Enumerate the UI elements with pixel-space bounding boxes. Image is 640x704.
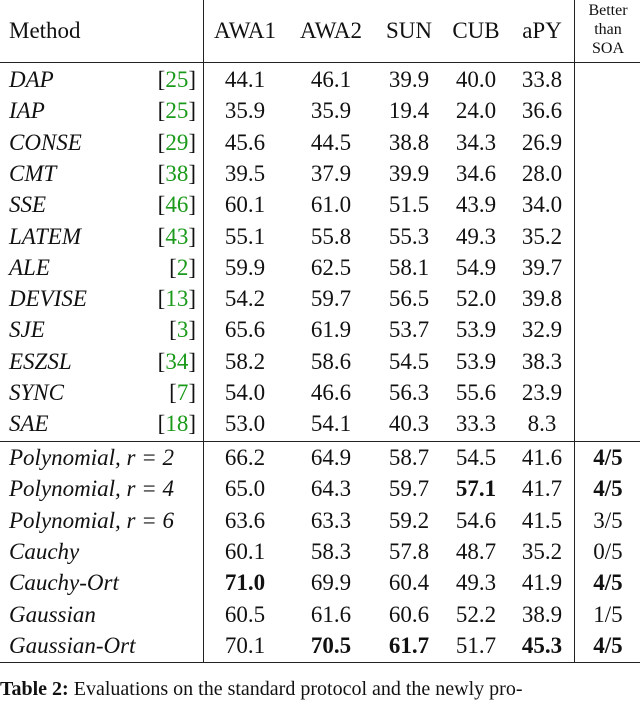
citation-link[interactable]: 13 [165, 286, 189, 311]
score-cell: 19.4 [388, 98, 430, 123]
citation-link[interactable]: 34 [165, 349, 189, 374]
citation-bracket: ] [188, 317, 196, 342]
score-cell: 56.5 [388, 286, 430, 311]
score-cell: 58.7 [388, 445, 430, 470]
better-than-soa-cell: 0/5 [593, 539, 623, 564]
score-cell: 51.7 [455, 633, 497, 658]
score-cell: 53.9 [455, 349, 497, 374]
score-cell: 60.1 [224, 192, 266, 217]
method-name: SAE [9, 411, 49, 436]
score-cell: 23.9 [521, 380, 563, 405]
score-cell: 43.9 [455, 192, 497, 217]
citation-link[interactable]: 3 [176, 317, 189, 342]
method-column-header: Method [9, 18, 81, 43]
citation[interactable] [136, 377, 196, 408]
score-cell: 44.1 [224, 67, 266, 92]
score-cell: 55.8 [310, 224, 352, 249]
method-name: ESZSL [9, 349, 72, 374]
method-name [9, 567, 119, 598]
dataset-header: AWA1 [213, 18, 277, 43]
kernel-name: Cauchy-Ort [9, 570, 119, 595]
score-cell: 46.6 [310, 380, 352, 405]
citation-link[interactable]: 43 [165, 224, 189, 249]
better-header-line: SOA [591, 40, 624, 57]
score-cell: 35.9 [310, 98, 352, 123]
score-cell: 70.5 [310, 633, 352, 658]
score-cell: 40.0 [455, 67, 497, 92]
kernel-name: Polynomial [9, 445, 116, 470]
caption-label: Table 2: [0, 678, 69, 700]
citation-bracket: ] [188, 380, 196, 405]
score-cell: 24.0 [455, 98, 497, 123]
score-cell: 61.7 [388, 633, 430, 658]
score-cell: 39.7 [521, 255, 563, 280]
score-cell: 38.9 [521, 602, 563, 627]
score-cell: 66.2 [224, 445, 266, 470]
citation[interactable] [136, 189, 196, 220]
score-cell: 60.4 [388, 570, 430, 595]
score-cell: 8.3 [527, 411, 557, 436]
score-cell: 60.1 [224, 539, 266, 564]
score-cell: 58.2 [224, 349, 266, 374]
method-name [9, 473, 174, 504]
score-cell: 33.3 [455, 411, 497, 436]
method-name: ALE [9, 255, 50, 280]
score-cell: 65.0 [224, 476, 266, 501]
better-header-line: than [594, 21, 622, 38]
score-cell: 58.6 [310, 349, 352, 374]
better-than-soa-header [576, 1, 640, 58]
score-cell: 48.7 [455, 539, 497, 564]
score-cell: 41.7 [521, 476, 563, 501]
dataset-header: aPY [522, 18, 562, 43]
score-cell: 63.3 [310, 508, 352, 533]
method-name: DEVISE [9, 286, 87, 311]
score-cell: 54.1 [310, 411, 352, 436]
score-cell: 53.9 [455, 317, 497, 342]
method-name: CONSE [9, 130, 82, 155]
citation[interactable] [136, 408, 196, 439]
score-cell: 28.0 [521, 161, 563, 186]
column-divider [203, 0, 204, 662]
score-cell: 41.9 [521, 570, 563, 595]
kernel-parameter: , r = 2 [115, 445, 175, 470]
score-cell: 71.0 [224, 570, 266, 595]
score-cell: 35.9 [224, 98, 266, 123]
better-than-soa-cell: 1/5 [593, 602, 623, 627]
citation-bracket: [ [157, 67, 166, 92]
citation[interactable] [136, 283, 196, 314]
better-than-soa-cell: 4/5 [593, 476, 623, 501]
better-than-soa-cell: 4/5 [593, 445, 623, 470]
citation-bracket: [ [157, 224, 166, 249]
kernel-name: Cauchy [9, 539, 80, 564]
citation-bracket: ] [188, 411, 196, 436]
score-cell: 55.6 [455, 380, 497, 405]
score-cell: 62.5 [310, 255, 352, 280]
score-cell: 54.0 [224, 380, 266, 405]
citation-bracket: ] [188, 286, 196, 311]
score-cell: 41.5 [521, 508, 563, 533]
method-name [9, 505, 174, 536]
score-cell: 61.9 [310, 317, 352, 342]
citation-link[interactable]: 46 [165, 192, 189, 217]
citation[interactable] [136, 64, 196, 95]
method-name [9, 442, 174, 473]
citation-bracket: ] [188, 67, 196, 92]
citation-bracket: [ [157, 161, 166, 186]
score-cell: 36.6 [521, 98, 563, 123]
citation-bracket: ] [188, 161, 196, 186]
score-cell: 37.9 [310, 161, 352, 186]
score-cell: 59.7 [310, 286, 352, 311]
citation-bracket: ] [188, 349, 196, 374]
score-cell: 70.1 [224, 633, 266, 658]
citation-link[interactable]: 25 [165, 98, 189, 123]
score-cell: 57.1 [455, 476, 497, 501]
score-cell: 63.6 [224, 508, 266, 533]
kernel-name: Polynomial [9, 508, 116, 533]
citation-bracket: [ [157, 349, 166, 374]
citation-bracket: [ [169, 317, 177, 342]
kernel-name: Gaussian-Ort [9, 633, 136, 658]
score-cell: 55.1 [224, 224, 266, 249]
citation-bracket: [ [157, 192, 166, 217]
caption-text: Evaluations on the standard protocol and the newly pro- [68, 678, 523, 700]
score-cell: 49.3 [455, 224, 497, 249]
kernel-parameter: , r = 4 [115, 476, 175, 501]
citation[interactable] [136, 158, 196, 189]
score-cell: 58.3 [310, 539, 352, 564]
score-cell: 40.3 [388, 411, 430, 436]
score-cell: 52.2 [455, 602, 497, 627]
score-cell: 38.3 [521, 349, 563, 374]
score-cell: 26.9 [521, 130, 563, 155]
score-cell: 39.8 [521, 286, 563, 311]
score-cell: 51.5 [388, 192, 430, 217]
citation-bracket: ] [188, 130, 196, 155]
method-name: SYNC [9, 380, 64, 405]
method-name [9, 630, 136, 661]
citation-bracket: [ [169, 380, 177, 405]
citation[interactable] [136, 221, 196, 252]
score-cell: 69.9 [310, 570, 352, 595]
score-cell: 35.2 [521, 539, 563, 564]
score-cell: 32.9 [521, 317, 563, 342]
citation[interactable] [136, 252, 196, 283]
score-cell: 57.8 [388, 539, 430, 564]
score-cell: 59.7 [388, 476, 430, 501]
score-cell: 55.3 [388, 224, 430, 249]
citation-bracket: ] [188, 255, 196, 280]
method-name: CMT [9, 161, 57, 186]
score-cell: 64.3 [310, 476, 352, 501]
citation-bracket: [ [157, 286, 166, 311]
score-cell: 64.9 [310, 445, 352, 470]
better-than-soa-cell: 4/5 [593, 633, 623, 658]
score-cell: 45.6 [224, 130, 266, 155]
score-cell: 34.0 [521, 192, 563, 217]
citation-bracket: [ [157, 98, 166, 123]
score-cell: 61.0 [310, 192, 352, 217]
citation-bracket: [ [157, 130, 166, 155]
score-cell: 39.9 [388, 67, 430, 92]
score-cell: 65.6 [224, 317, 266, 342]
citation-link[interactable]: 25 [165, 67, 189, 92]
better-than-soa-cell: 4/5 [593, 570, 623, 595]
table-bottom-rule [0, 662, 640, 663]
kernel-parameter: , r = 6 [115, 508, 175, 533]
citation-link[interactable]: 18 [165, 411, 189, 436]
score-cell: 61.6 [310, 602, 352, 627]
score-cell: 35.2 [521, 224, 563, 249]
dataset-header: SUN [385, 18, 432, 43]
citation[interactable] [136, 95, 196, 126]
kernel-name: Gaussian [9, 602, 96, 627]
header-divider [0, 62, 640, 63]
score-cell: 39.5 [224, 161, 266, 186]
score-cell: 54.2 [224, 286, 266, 311]
kernel-name: Polynomial [9, 476, 116, 501]
score-cell: 58.1 [388, 255, 430, 280]
score-cell: 54.5 [388, 349, 430, 374]
citation-link[interactable]: 7 [176, 380, 189, 405]
score-cell: 59.9 [224, 255, 266, 280]
citation-bracket: ] [188, 98, 196, 123]
score-cell: 59.2 [388, 508, 430, 533]
score-cell: 41.6 [521, 445, 563, 470]
score-cell: 46.1 [310, 67, 352, 92]
citation-link[interactable]: 29 [165, 130, 189, 155]
citation-bracket: [ [157, 411, 166, 436]
citation-bracket: ] [188, 224, 196, 249]
method-name: DAP [9, 67, 54, 92]
citation-link[interactable]: 38 [165, 161, 189, 186]
method-name: LATEM [9, 224, 81, 249]
score-cell: 53.7 [388, 317, 430, 342]
score-cell: 54.6 [455, 508, 497, 533]
citation[interactable] [136, 346, 196, 377]
score-cell: 52.0 [455, 286, 497, 311]
method-name: SSE [9, 192, 47, 217]
score-cell: 60.5 [224, 602, 266, 627]
citation[interactable] [136, 127, 196, 158]
score-cell: 33.8 [521, 67, 563, 92]
citation-bracket: ] [188, 192, 196, 217]
method-name: IAP [9, 98, 45, 123]
citation-link[interactable]: 2 [176, 255, 189, 280]
dataset-header: CUB [452, 18, 500, 43]
score-cell: 54.9 [455, 255, 497, 280]
better-header-line: Better [588, 2, 628, 19]
score-cell: 45.3 [521, 633, 563, 658]
citation[interactable] [136, 314, 196, 345]
score-cell: 34.3 [455, 130, 497, 155]
score-cell: 53.0 [224, 411, 266, 436]
score-cell: 60.6 [388, 602, 430, 627]
score-cell: 38.8 [388, 130, 430, 155]
score-cell: 44.5 [310, 130, 352, 155]
score-cell: 39.9 [388, 161, 430, 186]
dataset-header: AWA2 [299, 18, 363, 43]
method-name [9, 536, 79, 567]
score-cell: 56.3 [388, 380, 430, 405]
citation-bracket: [ [169, 255, 177, 280]
method-name: SJE [9, 317, 45, 342]
score-cell: 54.5 [455, 445, 497, 470]
better-than-soa-cell: 3/5 [593, 508, 623, 533]
score-cell: 49.3 [455, 570, 497, 595]
score-cell: 34.6 [455, 161, 497, 186]
table-caption [0, 674, 523, 704]
method-name [9, 599, 96, 630]
